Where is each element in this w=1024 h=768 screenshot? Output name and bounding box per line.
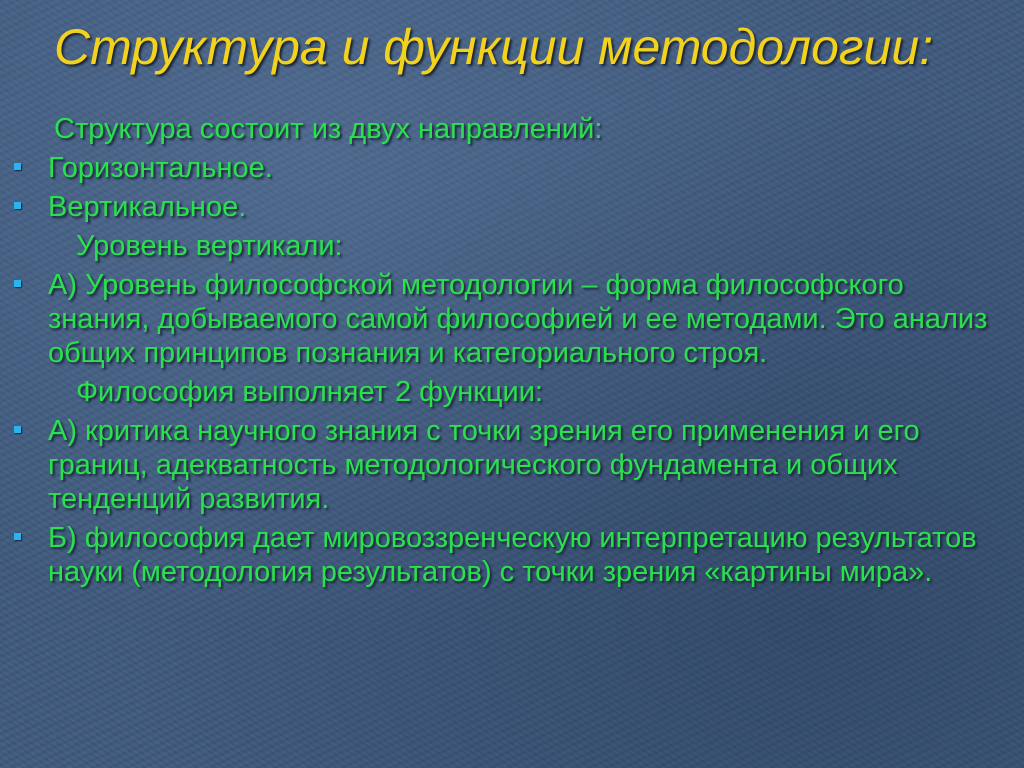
- list-item-text: А) Уровень философской методологии – форма философского знания, добываемого самой философией и ее методами. Это анализ общих принципов познания и категориального строя.: [48, 269, 988, 369]
- list-item-function-b: [14, 521, 1010, 589]
- intro-text: Структура состоит из двух направлений:: [54, 113, 603, 145]
- functions-heading: Философия выполняет 2 функции:: [76, 376, 543, 408]
- list-item-function-a: [14, 414, 1010, 516]
- list-item-text: Вертикальное.: [48, 191, 247, 223]
- list-item-philosophical-level: [14, 268, 1010, 370]
- square-bullet-icon: [14, 426, 21, 433]
- list-item-text: Б) философия дает мировоззренческую интерпретацию результатов науки (методология результатов) с точки зрения «картины мира».: [48, 522, 977, 588]
- square-bullet-icon: [14, 280, 21, 287]
- list-item-text: Горизонтальное.: [48, 152, 273, 184]
- square-bullet-icon: [14, 533, 21, 540]
- slide-title: Структура и функции методологии:: [54, 19, 934, 75]
- list-item-text: А) критика научного знания с точки зрения его применения и его границ, адекватность методологического фундамента и общих тенденций развития.: [48, 415, 920, 515]
- vertical-level-heading: Уровень вертикали:: [76, 230, 343, 262]
- square-bullet-icon: [14, 163, 21, 170]
- slide-content: [14, 112, 1010, 594]
- square-bullet-icon: [14, 202, 21, 209]
- list-item-vertical: [14, 190, 1010, 224]
- list-item-horizontal: [14, 151, 1010, 185]
